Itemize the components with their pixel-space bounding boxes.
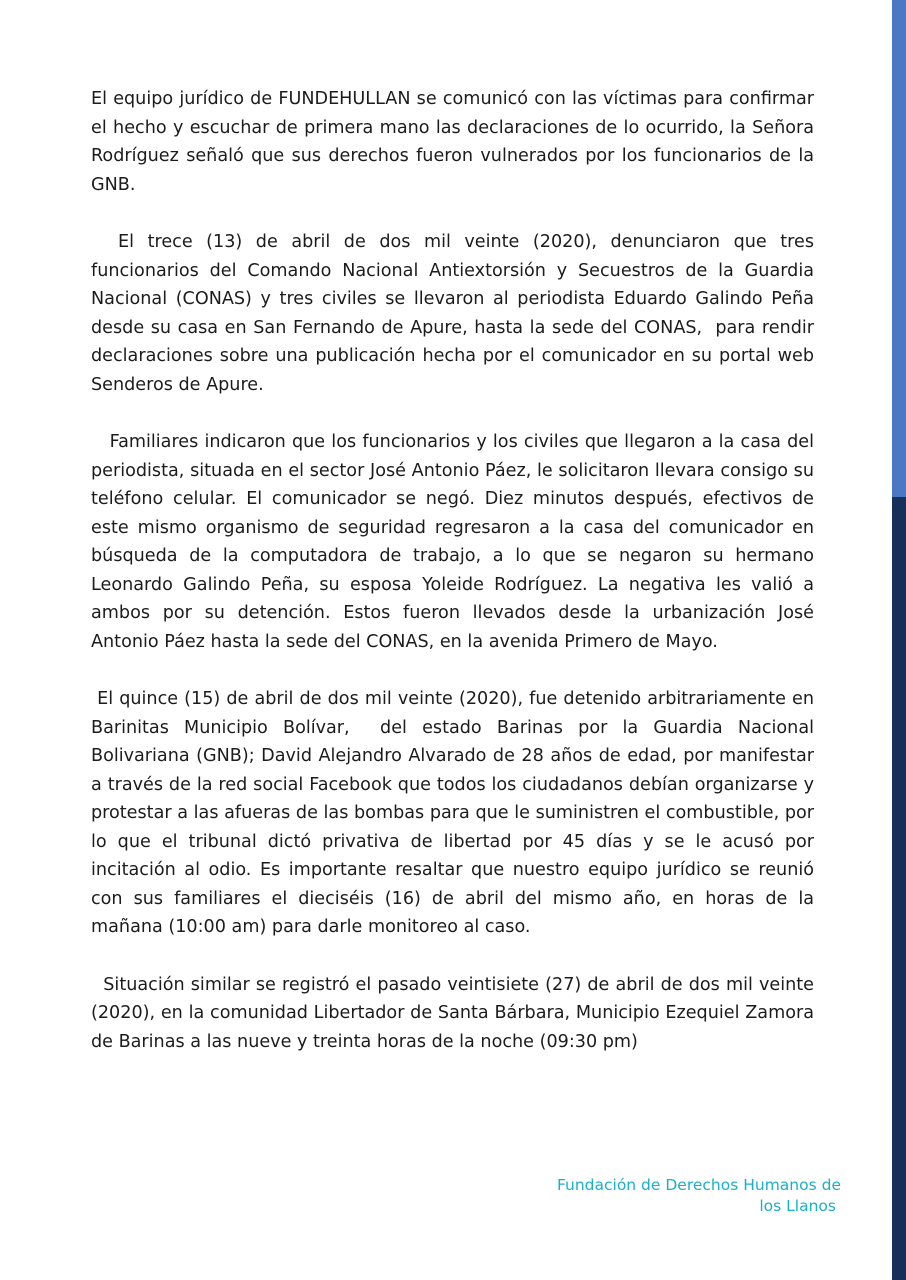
paragraph-5: Situación similar se registró el pasado veintisiete (27) de abril de dos mil veinte (2020), en la comunidad Libertador de Santa Bárbara, Municipio Ezequiel Zamora de Barinas a las nueve y treinta horas de la noche (09:30 pm)	[91, 974, 820, 1052]
document-body	[91, 85, 820, 1085]
footer-org-line-1: Fundación de Derechos Humanos de	[556, 1176, 841, 1194]
footer-org-line-2: los Llanos	[759, 1197, 836, 1215]
side-accent-bar-top	[892, 0, 906, 497]
paragraph-2: El trece (13) de abril de dos mil veinte (2020), denunciaron que tres funcionarios del Comando Nacional Antiextorsión y Secuestros de la Guardia Nacional (CONAS) y tres civiles se llevaron al periodista Eduardo Galindo Peña desde su casa en San Fernando de Apure, hasta la sede del CONAS, para rendir declaraciones sobre una publicación hecha por el comunicador en su portal web Senderos de Apure.	[91, 232, 820, 395]
side-accent-bar-bottom	[892, 497, 906, 1280]
paragraph-4: El quince (15) de abril de dos mil veinte (2020), fue detenido arbitrariamente en Barinitas Municipio Bolívar, del estado Barinas por la Guardia Nacional Bolivariana (GNB); David Alejandro Alvarado de 28 años de edad, por manifestar a través de la red social Facebook que todos los ciudadanos debían organizarse y protestar a las afueras de las bombas para que le suministren el combustible, por lo que el tribunal dictó privativa de libertad por 45 días y se le acusó por incitación al odio. Es importante resaltar que nuestro equipo jurídico se reunió con sus familiares el dieciséis (16) de abril del mismo año, en horas de la mañana (10:00 am) para darle monitoreo al caso.	[91, 689, 820, 937]
page-footer	[521, 1175, 841, 1217]
paragraph-3: Familiares indicaron que los funcionarios y los civiles que llegaron a la casa del periodista, situada en el sector José Antonio Páez, le solicitaron llevara consigo su teléfono celular. El comunicador se negó. Diez minutos después, efectivos de este mismo organismo de seguridad regresaron a la casa del comunicador en búsqueda de la computadora de trabajo, a lo que se negaron su hermano Leonardo Galindo Peña, su esposa Yoleide Rodríguez. La negativa les valió a ambos por su detención. Estos fueron llevados desde la urbanización José Antonio Páez hasta la sede del CONAS, en la avenida Primero de Mayo.	[91, 432, 820, 652]
paragraph-1: El equipo jurídico de FUNDEHULLAN se comunicó con las víctimas para confirmar el hecho y escuchar de primera mano las declaraciones de lo ocurrido, la Señora Rodríguez señaló que sus derechos fueron vulnerados por los funcionarios de la GNB.	[91, 89, 820, 195]
